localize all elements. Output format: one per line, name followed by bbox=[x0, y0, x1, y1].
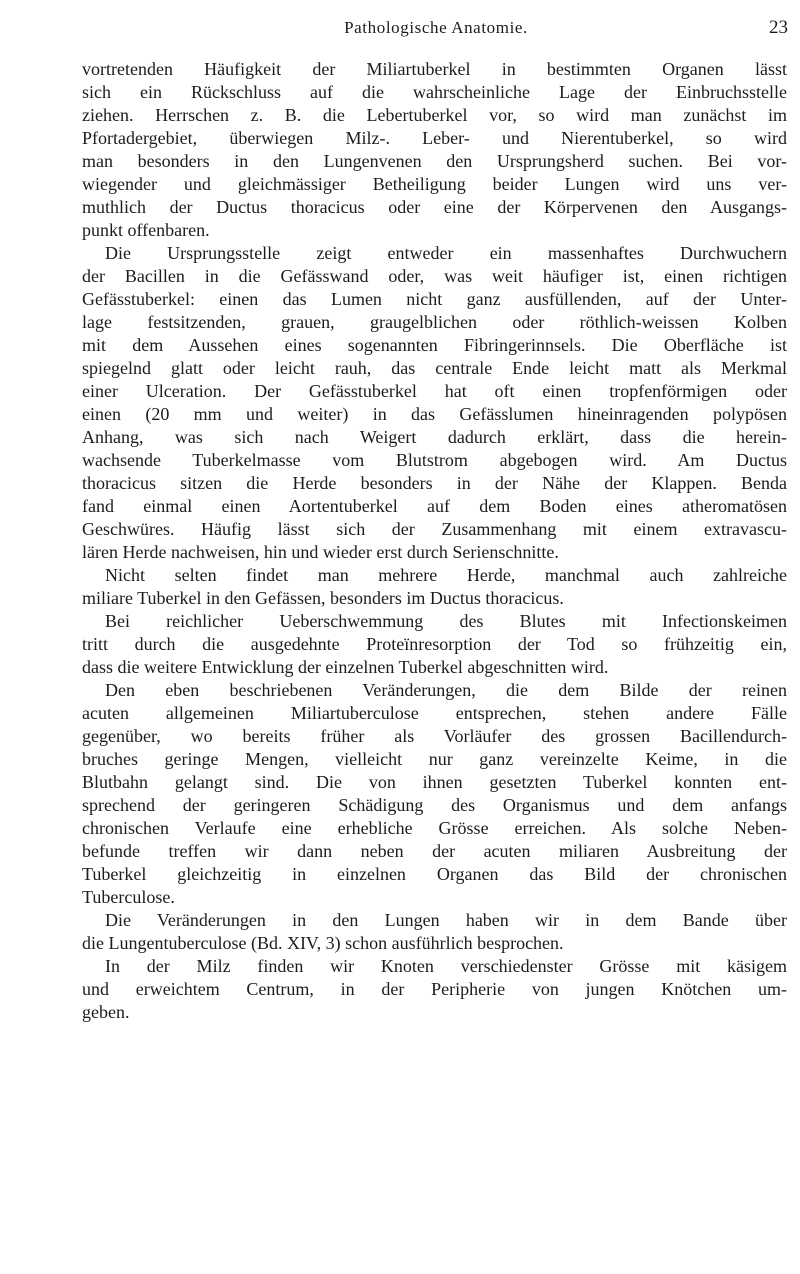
paragraph bbox=[82, 955, 787, 1024]
body-text bbox=[82, 58, 787, 1024]
text-line: acuten allgemeinen Miliartuberculose entsprechen, stehen andere Fälle bbox=[82, 703, 787, 723]
text-line: fand einmal einen Aortentuberkel auf dem Boden eines atheromatösen bbox=[82, 496, 787, 516]
text-line: und erweichtem Centrum, in der Peripherie von jungen Knötchen um- bbox=[82, 979, 787, 999]
text-line: wachsende Tuberkelmasse vom Blutstrom abgebogen wird. Am Ductus bbox=[82, 450, 787, 470]
text-line: Den eben beschriebenen Veränderungen, die dem Bilde der reinen bbox=[105, 680, 787, 700]
paragraph bbox=[82, 610, 787, 679]
page-number: 23 bbox=[769, 17, 788, 38]
paragraph bbox=[82, 242, 787, 564]
text-line: Die Ursprungsstelle zeigt entweder ein massenhaftes Durchwuchern bbox=[105, 243, 787, 263]
page-header bbox=[82, 18, 790, 48]
text-line: Die Veränderungen in den Lungen haben wir in dem Bande über bbox=[105, 910, 787, 930]
text-line: lage festsitzenden, grauen, graugelblichen oder röthlich-weissen Kolben bbox=[82, 312, 787, 332]
running-head: Pathologische Anatomie. bbox=[344, 18, 528, 37]
text-line: dass die weitere Entwicklung der einzelnen Tuberkel abgeschnitten wird. bbox=[82, 657, 609, 677]
text-line: chronischen Verlaufe eine erhebliche Grösse erreichen. Als solche Neben- bbox=[82, 818, 787, 838]
text-line: punkt offenbaren. bbox=[82, 220, 210, 240]
text-line: ziehen. Herrschen z. B. die Lebertuberkel vor, so wird man zunächst im bbox=[82, 105, 787, 125]
text-line: Tuberculose. bbox=[82, 887, 175, 907]
text-line: der Bacillen in die Gefässwand oder, was weit häufiger ist, einen richtigen bbox=[82, 266, 787, 286]
paragraph bbox=[82, 679, 787, 909]
text-line: muthlich der Ductus thoracicus oder eine der Körpervenen den Ausgangs- bbox=[82, 197, 787, 217]
text-line: geben. bbox=[82, 1002, 130, 1022]
text-line: sprechend der geringeren Schädigung des Organismus und dem anfangs bbox=[82, 795, 787, 815]
text-line: man besonders in den Lungenvenen den Ursprungsherd suchen. Bei vor- bbox=[82, 151, 787, 171]
text-line: gegenüber, wo bereits früher als Vorläufer des grossen Bacillendurch- bbox=[82, 726, 787, 746]
text-line: thoracicus sitzen die Herde besonders in der Nähe der Klappen. Benda bbox=[82, 473, 787, 493]
text-line: Pfortadergebiet, überwiegen Milz-. Leber- und Nierentuberkel, so wird bbox=[82, 128, 787, 148]
text-line: bruches geringe Mengen, vielleicht nur ganz vereinzelte Keime, in die bbox=[82, 749, 787, 769]
text-line: Bei reichlicher Ueberschwemmung des Blutes mit Infectionskeimen bbox=[105, 611, 787, 631]
text-line: Anhang, was sich nach Weigert dadurch erklärt, dass die herein- bbox=[82, 427, 787, 447]
text-line: Gefässtuberkel: einen das Lumen nicht ganz ausfüllenden, auf der Unter- bbox=[82, 289, 787, 309]
text-line: einer Ulceration. Der Gefässtuberkel hat oft einen tropfenförmigen oder bbox=[82, 381, 787, 401]
text-line: einen (20 mm und weiter) in das Gefässlumen hineinragenden polypösen bbox=[82, 404, 787, 424]
text-line: lären Herde nachweisen, hin und wieder erst durch Serienschnitte. bbox=[82, 542, 559, 562]
text-line: miliare Tuberkel in den Gefässen, besonders im Ductus thoracicus. bbox=[82, 588, 564, 608]
text-line: Blutbahn gelangt sind. Die von ihnen gesetzten Tuberkel konnten ent- bbox=[82, 772, 787, 792]
text-line: die Lungentuberculose (Bd. XIV, 3) schon ausführlich besprochen. bbox=[82, 933, 564, 953]
paragraph bbox=[82, 909, 787, 955]
text-line: spiegelnd glatt oder leicht rauh, das centrale Ende leicht matt als Merkmal bbox=[82, 358, 787, 378]
text-line: wiegender und gleichmässiger Betheiligung beider Lungen wird uns ver- bbox=[82, 174, 787, 194]
text-line: tritt durch die ausgedehnte Proteïnresorption der Tod so frühzeitig ein, bbox=[82, 634, 787, 654]
text-line: Geschwüres. Häufig lässt sich der Zusammenhang mit einem extravascu- bbox=[82, 519, 787, 539]
text-line: sich ein Rückschluss auf die wahrscheinliche Lage der Einbruchsstelle bbox=[82, 82, 787, 102]
text-line: befunde treffen wir dann neben der acuten miliaren Ausbreitung der bbox=[82, 841, 787, 861]
text-line: In der Milz finden wir Knoten verschiedenster Grösse mit käsigem bbox=[105, 956, 787, 976]
text-line: Tuberkel gleichzeitig in einzelnen Organen das Bild der chronischen bbox=[82, 864, 787, 884]
paragraph bbox=[82, 58, 787, 242]
paragraph bbox=[82, 564, 787, 610]
text-line: mit dem Aussehen eines sogenannten Fibringerinnsels. Die Oberfläche ist bbox=[82, 335, 787, 355]
text-line: Nicht selten findet man mehrere Herde, manchmal auch zahlreiche bbox=[105, 565, 787, 585]
text-line: vortretenden Häufigkeit der Miliartuberkel in bestimmten Organen lässt bbox=[82, 59, 787, 79]
